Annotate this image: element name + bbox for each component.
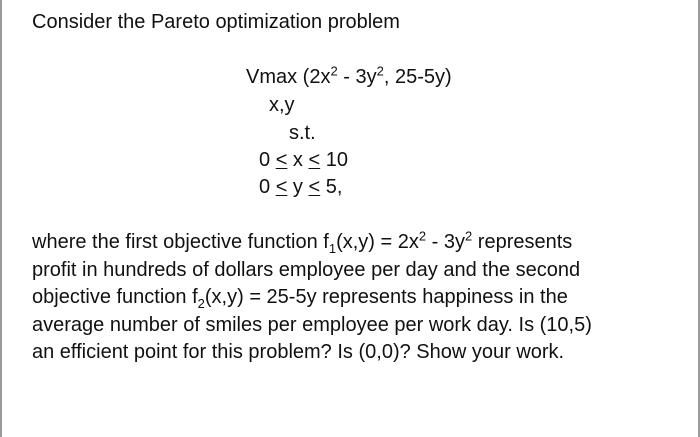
- paragraph-line-4: average number of smiles per employee per work day. Is (10,5): [32, 313, 592, 336]
- constraint-y: [259, 174, 342, 200]
- leq-symbol: <: [275, 176, 288, 198]
- subscript-2: 2: [197, 296, 205, 311]
- leq-symbol: <: [308, 176, 321, 198]
- intro-text: Consider the Pareto optimization problem: [32, 11, 400, 33]
- objective-prefix: Vmax (2x: [246, 66, 331, 88]
- text-span: - 3y: [426, 231, 465, 253]
- exponent-x: 2: [330, 63, 338, 79]
- superscript-2: 2: [418, 228, 427, 244]
- paragraph-line-2: profit in hundreds of dollars employee per day and the second: [32, 258, 581, 281]
- paragraph-line-5: an efficient point for this problem? Is (0,0)? Show your work.: [32, 341, 565, 363]
- exponent-y: 2: [376, 63, 384, 79]
- description-paragraph: [32, 229, 682, 367]
- paragraph-line-1: [32, 229, 682, 257]
- paragraph-line-3: [32, 284, 682, 312]
- constraint-y-var: y: [287, 176, 309, 198]
- constraint-x-left: 0: [259, 149, 276, 171]
- subscript-1: 1: [328, 241, 337, 256]
- text-span: objective function f: [32, 286, 198, 308]
- objective-line: [246, 64, 452, 90]
- subject-to-label: s.t.: [289, 122, 316, 144]
- constraint-x-var: x: [287, 149, 309, 171]
- constraint-y-left: 0: [259, 176, 276, 198]
- leq-symbol: <: [308, 149, 321, 171]
- text-span: (x,y) = 2x: [336, 231, 419, 253]
- superscript-2: 2: [465, 228, 473, 244]
- text-span: where the first objective function f: [32, 231, 329, 253]
- leq-symbol: <: [275, 149, 288, 171]
- objective-end: , 25-5y): [383, 66, 452, 88]
- decision-variables: x,y: [269, 94, 295, 116]
- text-span: represents: [472, 231, 573, 253]
- text-span: (x,y) = 25-5y represents happiness in the: [204, 286, 568, 308]
- constraint-y-right: 5,: [320, 176, 343, 198]
- objective-mid: - 3y: [337, 66, 377, 88]
- constraint-x: [259, 147, 348, 173]
- constraint-x-right: 10: [320, 149, 348, 171]
